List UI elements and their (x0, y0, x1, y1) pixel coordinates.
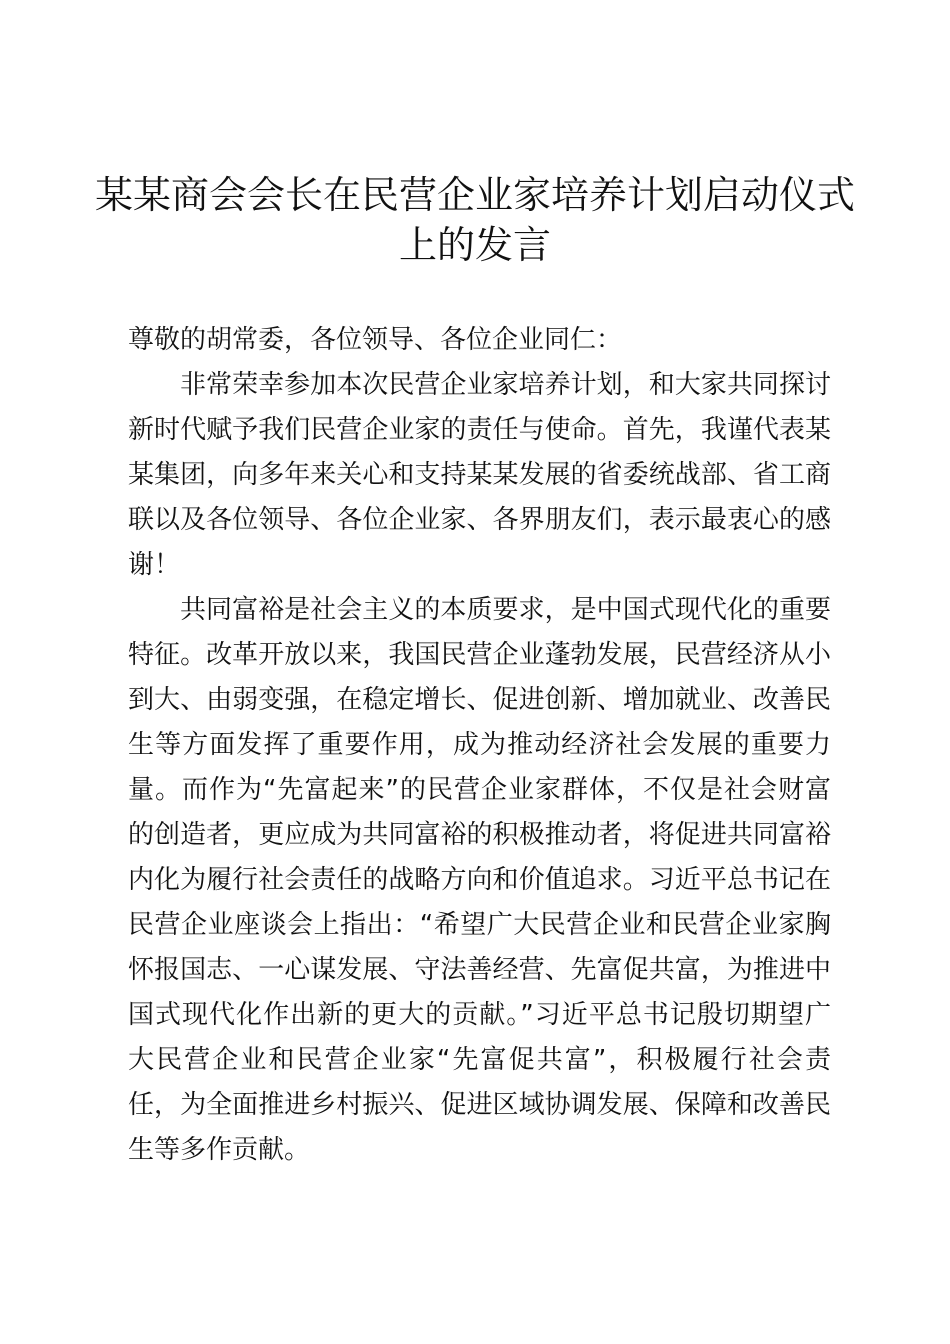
paragraph-line: 谢！ (128, 550, 181, 580)
document-title-line-1: 某某商会会长在民营企业家培养计划启动仪式 (94, 173, 855, 217)
paragraph-line: 的创造者，更应成为共同富裕的积极推动者，将促进共同富裕 (128, 820, 831, 850)
paragraph (128, 363, 831, 588)
paragraph-line: 非常荣幸参加本次民营企业家培养计划，和大家共同探讨 (180, 370, 831, 400)
paragraph-line: 生等多作贡献。 (128, 1135, 311, 1165)
paragraph-line: 内化为履行社会责任的战略方向和价值追求。习近平总书记在 (128, 865, 831, 895)
paragraph-line: 到大、由弱变强，在稳定增长、促进创新、增加就业、改善民 (128, 685, 831, 715)
greeting: 尊敬的胡常委，各位领导、各位企业同仁： (128, 325, 623, 355)
paragraph-line: 民营企业座谈会上指出：“希望广大民营企业和民营企业家胸 (128, 910, 831, 940)
paragraph-line: 新时代赋予我们民营企业家的责任与使命。首先，我谨代表某 (128, 415, 831, 445)
paragraph-line: 某集团，向多年来关心和支持某某发展的省委统战部、省工商 (128, 460, 831, 490)
paragraph-line: 生等方面发挥了重要作用，成为推动经济社会发展的重要力 (128, 730, 831, 760)
document-body (128, 318, 831, 1173)
paragraph-line: 怀报国志、一心谋发展、守法善经营、先富促共富，为推进中 (128, 955, 831, 985)
paragraph-line: 任，为全面推进乡村振兴、促进区域协调发展、保障和改善民 (128, 1090, 831, 1120)
paragraph-line: 大民营企业和民营企业家“先富促共富”，积极履行社会责 (128, 1045, 831, 1075)
paragraph-line: 共同富裕是社会主义的本质要求，是中国式现代化的重要 (180, 595, 831, 625)
paragraph-line: 特征。改革开放以来，我国民营企业蓬勃发展，民营经济从小 (128, 640, 831, 670)
document-title-line-2: 上的发言 (398, 223, 551, 267)
paragraph-line: 量。而作为“先富起来”的民营企业家群体，不仅是社会财富 (128, 775, 831, 805)
paragraphs (128, 363, 831, 1173)
paragraph-line: 国式现代化作出新的更大的贡献。”习近平总书记殷切期望广 (128, 1000, 831, 1030)
paragraph (128, 588, 831, 1173)
paragraph-line: 联以及各位领导、各位企业家、各界朋友们，表示最衷心的感 (128, 505, 831, 535)
